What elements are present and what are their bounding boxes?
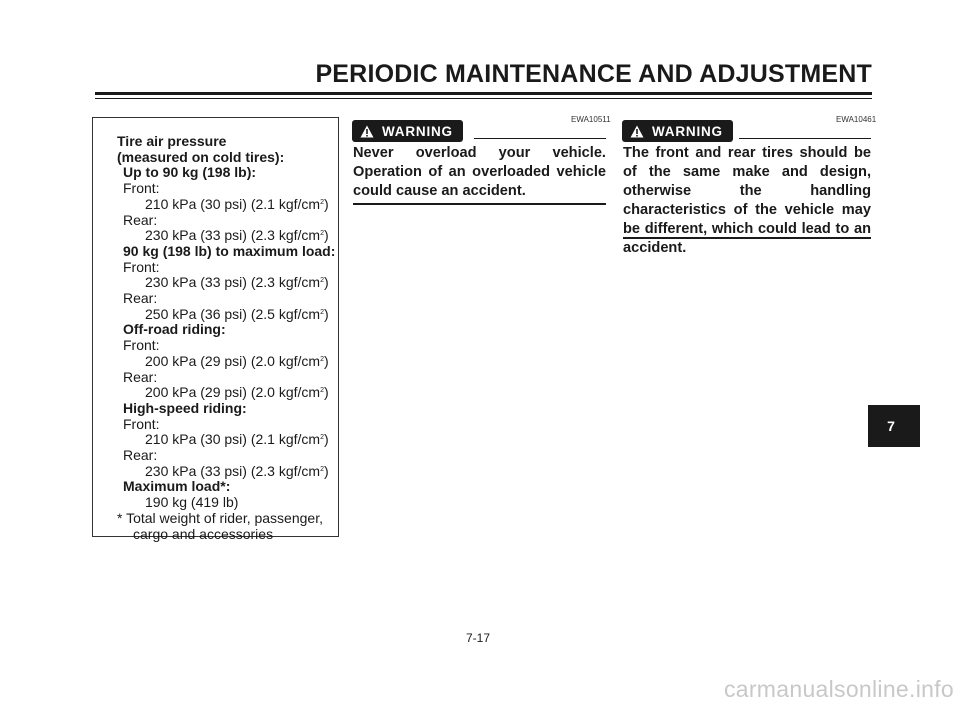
spec-section-heading: High-speed riding: [123, 399, 247, 416]
spec-title: Tire air pressure [117, 133, 227, 149]
spec-section-heading: Maximum load*: [123, 478, 231, 495]
warning-end-rule [623, 237, 871, 239]
page-title: PERIODIC MAINTENANCE AND ADJUSTMENT [315, 60, 872, 88]
watermark: carmanualsonline.info [723, 676, 954, 702]
spec-footnote: * Total weight of rider, passenger, [117, 509, 323, 526]
spec-value: 190 kg (419 lb) [145, 494, 239, 511]
spec-label: Front: [123, 258, 160, 275]
spec-footnote: cargo and accessories [133, 525, 274, 542]
warning-label: WARNING [652, 123, 723, 139]
spec-label: Front: [123, 180, 160, 197]
spec-value: 200 kPa (29 psi) (2.0 kgf/$cm^2$) [145, 352, 329, 369]
spec-subtitle: (measured on cold tires): [117, 148, 285, 165]
spec-label: Rear: [123, 290, 158, 307]
spec-value: 200 kPa (29 psi) (2.0 kgf/$cm^2$) [145, 384, 329, 401]
warning-text: The front and rear tires should be of the same make and design, otherwise the handling characteristics of the vehicle may be different, which could lead to an accident. [623, 145, 871, 256]
spec-section-heading: Off-road riding: [123, 321, 226, 338]
spec-value: 230 kPa (33 psi) (2.3 kgf/$cm^2$) [145, 462, 329, 479]
warning-header-rule [739, 138, 871, 139]
header-rule-thick [95, 92, 872, 95]
spec-label: Front: [123, 337, 160, 354]
chapter-tab[interactable]: 7 [868, 405, 920, 447]
warning-badge [622, 120, 733, 142]
spec-label: Rear: [123, 211, 158, 228]
spec-value: 230 kPa (33 psi) (2.3 kgf/$cm^2$) [145, 227, 329, 244]
warning-code: EWA10461 [836, 115, 877, 124]
warning-code: EWA10511 [571, 115, 611, 124]
warning-text: Never overload your vehicle. Operation of an overloaded vehicle could cause an accident. [353, 145, 606, 199]
spec-value: 250 kPa (36 psi) (2.5 kgf/$cm^2$) [145, 305, 329, 322]
header-rule-thin [95, 98, 872, 99]
warning-badge [352, 120, 463, 142]
page-number: 7-17 [466, 631, 491, 645]
warning-triangle-icon [630, 125, 644, 138]
spec-label: Rear: [123, 447, 158, 464]
spec-section-heading: Up to 90 kg (198 lb): [123, 164, 257, 181]
warning-triangle-icon [360, 125, 374, 138]
warning-end-rule [353, 203, 606, 205]
spec-value: 210 kPa (30 psi) (2.1 kgf/$cm^2$) [145, 431, 329, 448]
spec-label: Front: [123, 415, 160, 432]
spec-label: Rear: [123, 368, 158, 385]
spec-value: 230 kPa (33 psi) (2.3 kgf/$cm^2$) [145, 274, 329, 291]
warning-header-rule [474, 138, 606, 139]
spec-section-heading: 90 kg (198 lb) to maximum load: [123, 242, 336, 259]
warning-label: WARNING [382, 123, 453, 139]
spec-content [117, 134, 347, 542]
spec-value: 210 kPa (30 psi) (2.1 kgf/$cm^2$) [145, 195, 329, 212]
